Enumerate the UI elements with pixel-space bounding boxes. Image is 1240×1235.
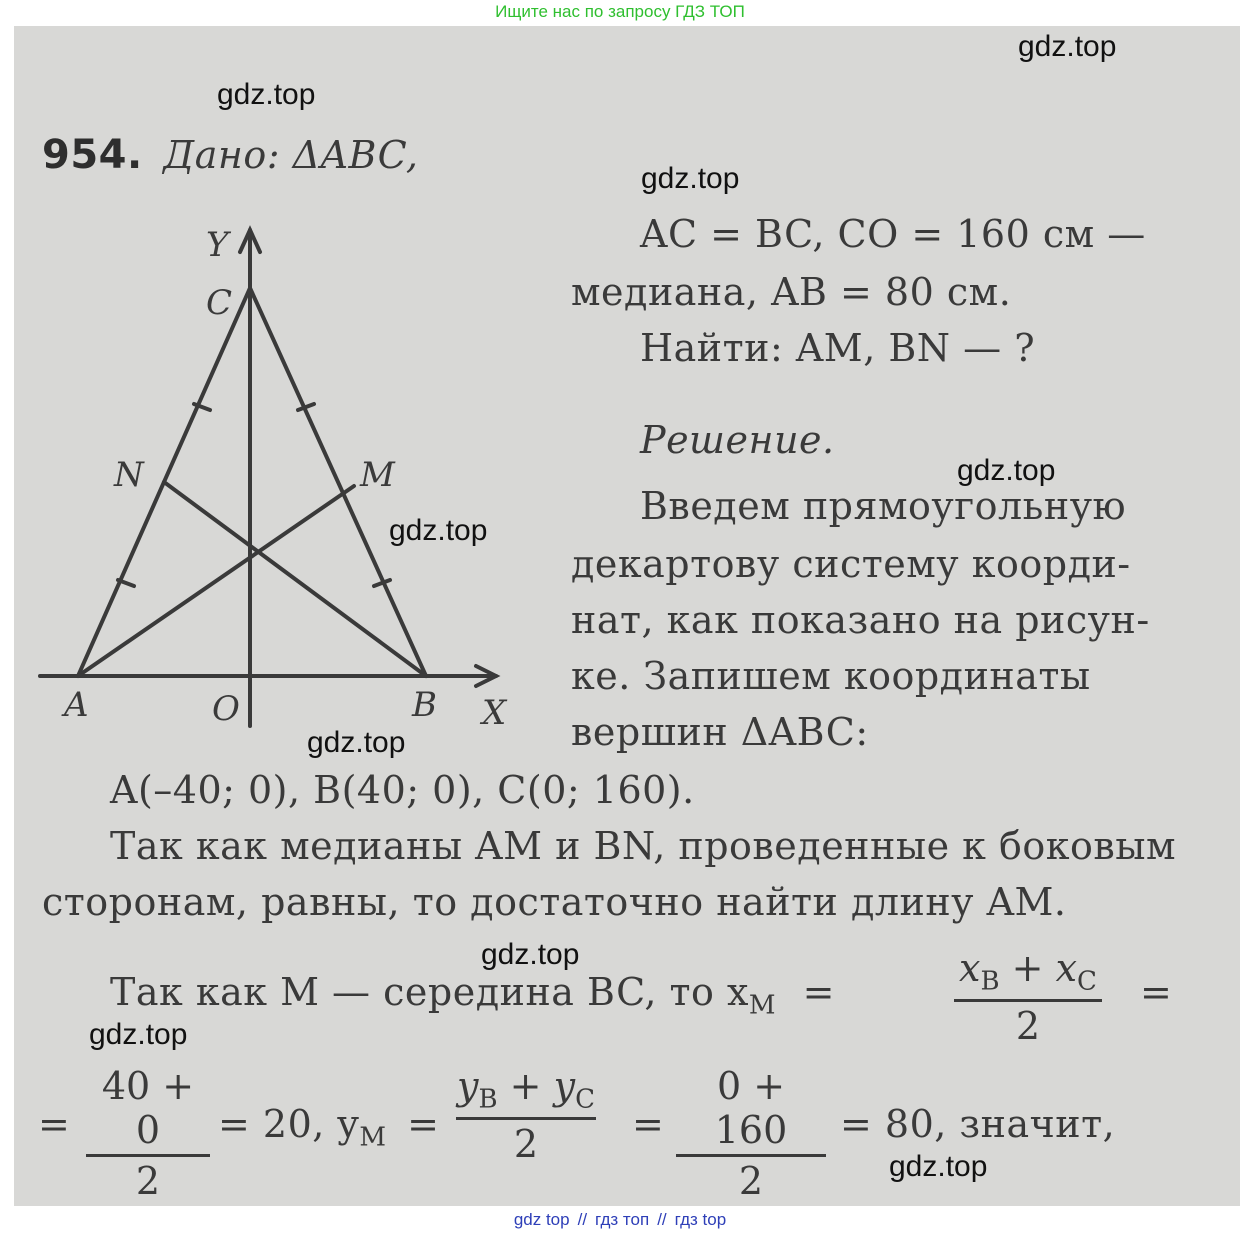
watermark: gdz.top bbox=[889, 1150, 988, 1183]
watermark: gdz.top bbox=[217, 78, 316, 111]
fraction-bar bbox=[954, 999, 1102, 1002]
fraction-bar bbox=[456, 1117, 596, 1120]
watermark: gdz.top bbox=[389, 514, 488, 547]
problem-header bbox=[42, 132, 418, 178]
label-n: N bbox=[114, 455, 144, 495]
xm-line: Так как M — середина BC, то $x_M$ = bbox=[110, 970, 835, 1021]
watermark: gdz.top bbox=[481, 938, 580, 971]
label-y: Y bbox=[206, 225, 229, 265]
solution-title: Решение. bbox=[640, 418, 835, 462]
para1-line-4: ке. Запишем координаты bbox=[571, 654, 1091, 698]
equals-sign: = bbox=[38, 1102, 71, 1146]
watermark: gdz.top bbox=[957, 454, 1056, 487]
problem-number: 954. bbox=[42, 132, 143, 178]
final-result: = 80, значит, bbox=[840, 1102, 1116, 1146]
bottom-link-1[interactable]: gdz top bbox=[513, 1210, 570, 1229]
fraction-xb-xc: $x_B + x_C$ 2 bbox=[954, 946, 1102, 1048]
tick-mark bbox=[374, 580, 390, 586]
given-line-1: AC = BC, CO = 160 см — bbox=[640, 212, 1146, 256]
equals-sign: = bbox=[632, 1102, 665, 1146]
para1-line-1: Введем прямоугольную bbox=[640, 484, 1127, 528]
para1-line-3: нат, как показано на рисун- bbox=[571, 598, 1150, 642]
bottom-link-3[interactable]: гдз top bbox=[674, 1210, 727, 1229]
para2-line-1: Так как медианы AM и BN, проведенные к боковым bbox=[110, 824, 1177, 868]
triangle-figure bbox=[34, 216, 534, 756]
label-b: B bbox=[412, 685, 437, 725]
label-a: A bbox=[64, 685, 89, 725]
label-o: O bbox=[212, 689, 240, 729]
find-line: Найти: AM, BN — ? bbox=[640, 326, 1036, 370]
fraction-bar bbox=[676, 1154, 826, 1157]
given-line-2: медиана, AB = 80 см. bbox=[571, 270, 1012, 314]
watermark: gdz.top bbox=[89, 1018, 188, 1051]
para2-line-2: сторонам, равны, то достаточно найти длину AM. bbox=[42, 880, 1067, 924]
label-c: C bbox=[206, 283, 233, 323]
bottom-banner[interactable]: gdz top // гдз топ // гдз top bbox=[513, 1210, 727, 1229]
fraction-0-160: 0 + 160 2 bbox=[676, 1064, 826, 1203]
fraction-bar bbox=[86, 1154, 210, 1157]
median-bn bbox=[164, 482, 426, 676]
watermark: gdz.top bbox=[641, 162, 740, 195]
para1-line-5: вершин ΔABC: bbox=[571, 710, 869, 754]
given-label: Дано: ΔABC, bbox=[163, 133, 419, 177]
textbook-page bbox=[14, 26, 1240, 1206]
fraction-yb-yc: $y_B + y_C$ 2 bbox=[457, 1064, 595, 1166]
label-m: M bbox=[360, 455, 395, 495]
watermark: gdz.top bbox=[307, 726, 406, 759]
bottom-link-2[interactable]: гдз топ bbox=[595, 1210, 650, 1229]
top-banner[interactable]: Ищите нас по запросу ГДЗ ТОП bbox=[495, 2, 745, 21]
equals-sign: = bbox=[1140, 970, 1173, 1014]
tick-mark bbox=[298, 404, 314, 410]
ym-result: = 20, $y_M$ = bbox=[218, 1102, 440, 1153]
coordinates-line: A(–40; 0), B(40; 0), C(0; 160). bbox=[110, 768, 695, 812]
label-x: X bbox=[482, 693, 507, 733]
fraction-40-0: 40 + 0 2 bbox=[86, 1064, 210, 1203]
para1-line-2: декартову систему коорди- bbox=[571, 542, 1131, 586]
watermark: gdz.top bbox=[1018, 30, 1117, 63]
